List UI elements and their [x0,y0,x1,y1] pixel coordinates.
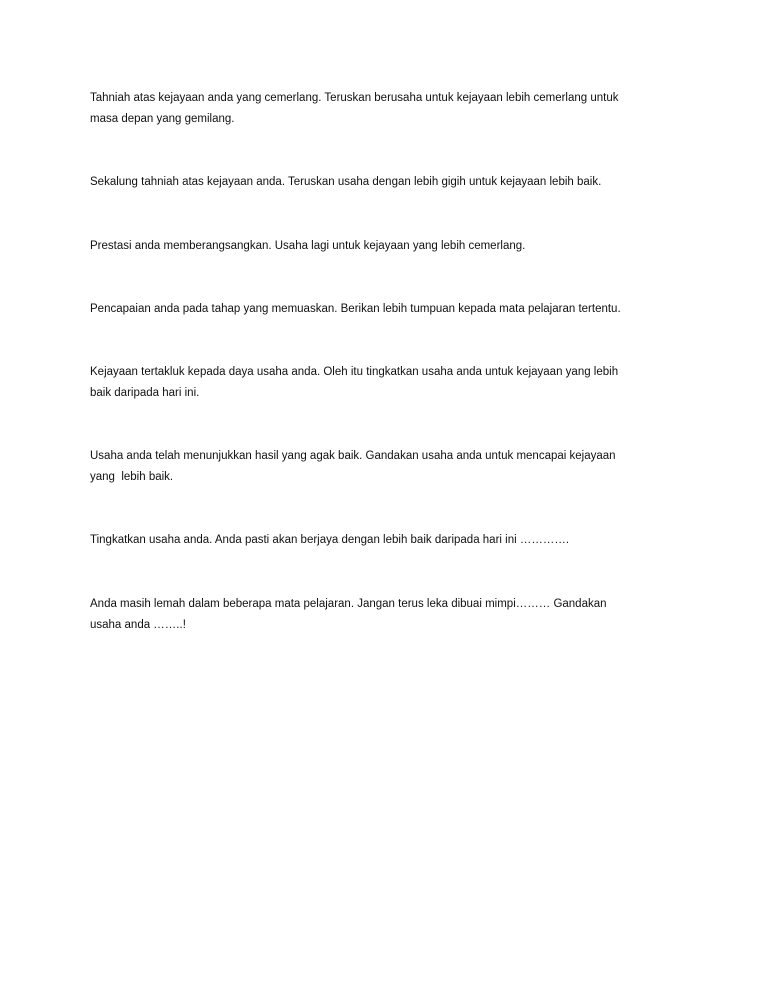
paragraph-8-line-2: usaha anda ……..! [90,619,186,631]
paragraph-6-line-2: yang lebih baik. [90,471,174,483]
paragraph-6-line-1: Usaha anda telah menunjukkan hasil yang agak baik. Gandakan usaha anda untuk mencapai kejayaan [90,450,616,462]
paragraph-3 [90,236,700,257]
paragraph-4 [90,299,700,320]
paragraph-2-line-1: Sekalung tahniah atas kejayaan anda. Teruskan usaha dengan lebih gigih untuk kejayaan lebih baik. [90,176,602,188]
paragraph-8 [90,594,700,636]
paragraph-5-line-2: baik daripada hari ini. [90,387,200,399]
paragraph-2 [90,172,700,193]
paragraph-1 [90,88,700,130]
paragraph-5-line-1: Kejayaan tertakluk kepada daya usaha anda. Oleh itu tingkatkan usaha anda untuk kejayaan yang lebih [90,366,619,378]
paragraph-5 [90,362,700,404]
paragraph-1-line-1: Tahniah atas kejayaan anda yang cemerlang. Teruskan berusaha untuk kejayaan lebih cemerlang untuk [90,92,619,104]
paragraph-7-line-1: Tingkatkan usaha anda. Anda pasti akan berjaya dengan lebih baik daripada hari ini …………. [90,534,570,546]
paragraph-8-line-1: Anda masih lemah dalam beberapa mata pelajaran. Jangan terus leka dibuai mimpi……… Gandakan [90,598,607,610]
paragraph-4-line-1: Pencapaian anda pada tahap yang memuaskan. Berikan lebih tumpuan kepada mata pelajaran tertentu. [90,303,621,315]
paragraph-7 [90,530,700,551]
paragraph-3-line-1: Prestasi anda memberangsangkan. Usaha lagi untuk kejayaan yang lebih cemerlang. [90,240,526,252]
paragraph-6 [90,446,700,488]
paragraph-1-line-2: masa depan yang gemilang. [90,113,235,125]
